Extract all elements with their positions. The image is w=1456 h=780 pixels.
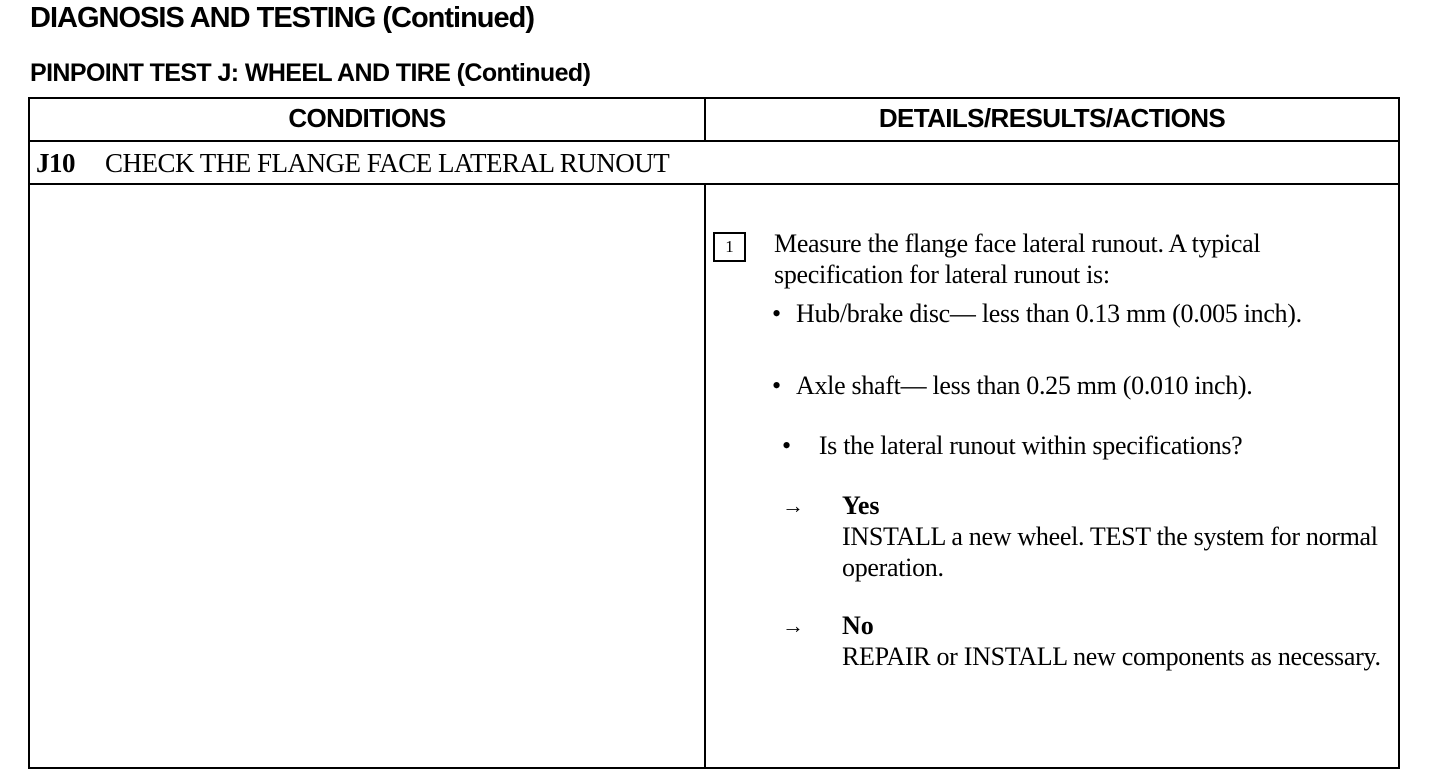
details-header: DETAILS/RESULTS/ACTIONS xyxy=(878,103,1226,133)
answer-action: INSTALL a new wheel. TEST the system for normal operation. xyxy=(842,522,1378,582)
bullet-text: Axle shaft— less than 0.25 mm (0.010 inch). xyxy=(796,371,1253,400)
step-row xyxy=(36,148,669,179)
step-id: J10 xyxy=(36,148,75,178)
question xyxy=(782,430,1242,461)
list-item xyxy=(772,370,1372,401)
bullet-text: Hub/brake disc— less than 0.13 mm (0.005 inch). xyxy=(796,299,1302,328)
bullet-icon: • xyxy=(772,371,781,400)
bullet-icon: • xyxy=(772,299,781,328)
bullet-icon: • xyxy=(782,431,791,460)
answer-label: Yes xyxy=(842,491,880,520)
list-item xyxy=(772,298,1372,329)
step-number-box: 1 xyxy=(713,232,746,262)
conditions-cell xyxy=(30,185,704,767)
question-text: Is the lateral runout within specifications? xyxy=(818,431,1243,460)
arrow-right-icon: → xyxy=(782,493,804,518)
conditions-header: CONDITIONS xyxy=(288,103,446,133)
test-heading: PINPOINT TEST J: WHEEL AND TIRE (Continued) xyxy=(30,59,591,87)
arrow-right-icon: → xyxy=(782,613,804,638)
step-instruction: Measure the flange face lateral runout. A typical specification for lateral runout is: xyxy=(774,229,1261,289)
column-divider xyxy=(704,184,706,767)
step-title: CHECK THE FLANGE FACE LATERAL RUNOUT xyxy=(105,148,670,178)
answer-label: No xyxy=(842,611,874,640)
test-table xyxy=(28,97,1400,769)
answer-action: REPAIR or INSTALL new components as necessary. xyxy=(842,642,1381,671)
page-heading: DIAGNOSIS AND TESTING (Continued) xyxy=(30,2,535,34)
header-rule xyxy=(30,140,1398,142)
